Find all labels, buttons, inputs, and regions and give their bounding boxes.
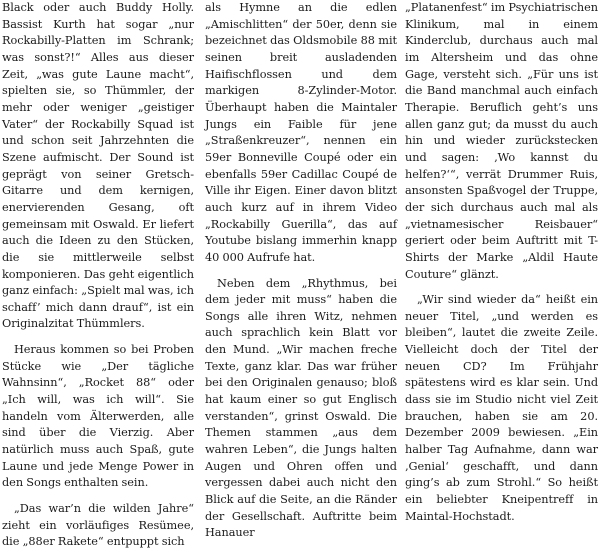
paragraph-new-cd: „Wir sind wieder da“ heißt ein neuer Titel, „und werden es bleiben“, lautet die zweite Zeile. Vielleicht doch der Titel der neuen CD? Im Frühjahr spätestens wird es klar sein. Und dass sie im Studio nicht viel Zeit brauchen, haben sie am 20. Dezember 2009 bewiesen. „Ein halber Tag Aufnahme, dann war ‚Genial‘ geschafft, und dann ging’s ab zum Strohl.“ So heißt ein beliebter Kneipentreff in Maintal-Hochstadt. bbox=[405, 293, 598, 523]
paragraph-band-influences: Black oder auch Buddy Holly. Bassist Kurth hat sogar „nur Rockabilly-Platten im Schrank; was sonst?!“ Alles aus dieser Zeit, „was gute Laune macht“, spielten sie, so Thümmler, der mehr oder weniger „geistiger Vater“ der Rockabilly Squad ist und schon seit Jahrzehnten die Szene aufmischt. Der Sound ist geprägt von seiner Gretsch-Gitarre und dem kernigen, enervierenden Gesang, oft gemeinsam mit Oswald. Er liefert auch die Ideen zu den Stücken, die sie mittlerweile selbst komponieren. Das geht eigentlich ganz einfach: „Spielt mal was, ich schaff’ mich dann drauf“, ist ein Originalzitat Thümmlers. bbox=[2, 1, 194, 331]
paragraph-wilde-jahre: „Das war’n die wilden Jahre“ zieht ein vorläufiges Resümee, die „88er Rakete“ entpuppt sich bbox=[2, 502, 194, 549]
paragraph-song-titles: Heraus kommen so bei Proben Stücke wie „Der tägliche Wahnsinn“, „Rocket 88“ oder „Ich will, was ich will“. Sie handeln vom Älterwerden, alle sind über die Vierzig. Aber natürlich muss auch Spaß, gute Laune und jede Menge Power in den Songs enthalten sein. bbox=[2, 343, 194, 490]
paragraph-charity-gigs: „Platanenfest“ im Psychiatrischen Klinikum, mal in einem Kinderclub, durchaus auch mal im Altersheim und das ohne Gage, versteht sich. „Für uns ist die Band manchmal auch einfach Therapie. Beruflich geht’s uns allen ganz gut; da musst du auch hin und wieder zurückstecken und sagen: ‚Wo kannst du helfen?‘“, verrät Drummer Ruis, ansonsten Spaßvogel der Truppe, der sich durchaus auch mal als „vietnamesischer Reisbauer“ geriert oder beim Auftritt mit T-Shirts der Marke „Aldil Haute Couture“ glänzt. bbox=[405, 1, 598, 281]
article-column-2 bbox=[205, 0, 397, 542]
article-column-1 bbox=[2, 0, 194, 551]
paragraph-cars-hymn: als Hymne an die edlen „Amischlitten“ der 50er, denn sie bezeichnet das Oldsmobile 88 mit seinen breit ausladenden Haifischflossen und dem markigen 8-Zylinder-Motor. Überhaupt haben die Maintaler Jungs ein Faible für jene „Straßenkreuzer“, nennen ein 59er Bonneville Coupé oder ein ebenfalls 59er Cadillac Coupé de Ville ihr Eigen. Einer davon blitzt auch kurz auf in ihrem Video „Rockabilly Guerilla“, das auf Youtube bislang immerhin knapp 40 000 Aufrufe hat. bbox=[205, 1, 397, 264]
paragraph-rhythm-lyrics: Neben dem „Rhythmus, bei dem jeder mit muss“ haben die Songs alle ihren Witz, nehmen auch sprachlich kein Blatt vor den Mund. „Wir machen freche Texte, ganz klar. Das war früher bei den Originalen genauso; bloß hat kaum einer so gut Englisch verstanden“, grinst Oswald. Die Themen stammen „aus dem wahren Leben“, die Jungs halten Augen und Ohren offen und vergessen dabei auch nicht den Blick auf die Seite, an die Ränder der Gesellschaft. Auftritte beim Hanauer bbox=[205, 276, 397, 540]
article-column-3 bbox=[405, 0, 598, 525]
